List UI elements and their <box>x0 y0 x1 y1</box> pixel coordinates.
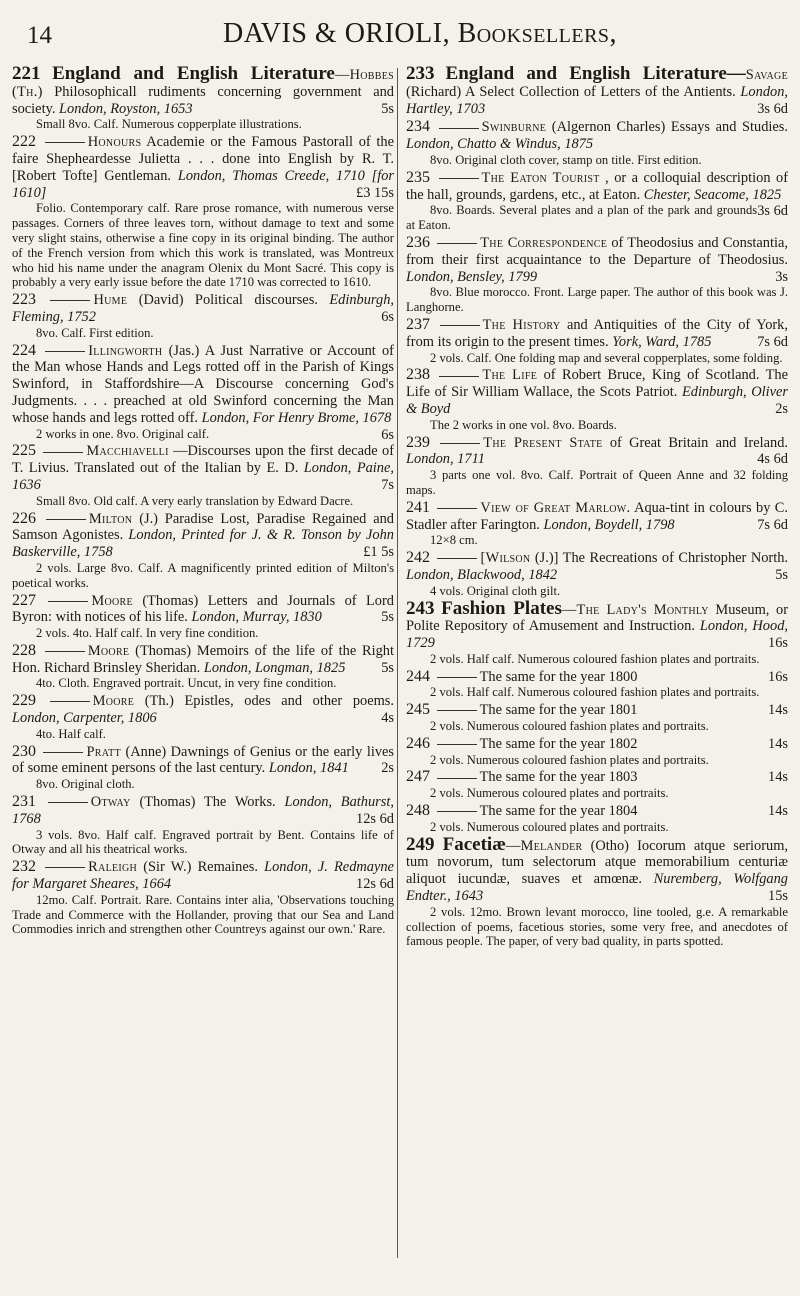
entry-title: , or a colloquial description of the hall, grounds, gardens, etc., at Eaton. <box>406 169 788 203</box>
entry-number: 221 <box>12 66 41 84</box>
entry-price: 14s <box>768 769 788 786</box>
entry-price: £3 15s <box>356 184 394 201</box>
catalogue-entry <box>12 744 394 792</box>
entry-author: The Eaton Tourist <box>481 169 600 186</box>
entry-number: 243 <box>406 597 435 619</box>
entry-note: 3 vols. 8vo. Half calf. Engraved portrait by Bent. Contains life of Otway and all his theatrical works. <box>12 827 394 857</box>
entry-note: 8vo. Blue morocco. Front. Large paper. The author of this book was J. Langhorne. <box>406 285 788 315</box>
entry-price: 5s <box>381 609 394 626</box>
entry-title: Museum, or Polite Repository of Amusement and Instruction. <box>406 601 788 635</box>
entry-number: 237 <box>406 315 430 333</box>
catalogue-entry <box>12 443 394 508</box>
entry-title: Aqua-tint in colours by C. Stadler after Farington. <box>406 499 788 533</box>
entry-title: The same for the year 1800 <box>479 668 638 685</box>
ditto-rule <box>43 752 83 753</box>
entry-author: —The Lady's Monthly <box>561 601 709 618</box>
entry-author: View of Great Marlow. <box>480 499 631 516</box>
entry-number: 248 <box>406 802 430 820</box>
entry-number: 227 <box>12 591 36 609</box>
column-divider <box>397 68 398 1258</box>
entry-title: —Discourses upon the first decade of T. Livius. Translated out of the Italian by E. D. <box>12 443 394 477</box>
ditto-rule <box>437 508 477 509</box>
ditto-rule <box>45 651 85 652</box>
entry-price: £1 5s <box>363 544 394 561</box>
ditto-rule <box>439 376 479 377</box>
entry-number: 245 <box>406 701 430 719</box>
entry-price: 3s 6d <box>757 100 788 117</box>
entry-author: The History <box>482 316 561 333</box>
entry-note: 8vo. Calf. First edition. <box>36 325 154 340</box>
entry-author: —Melander <box>505 837 583 854</box>
entry-title: of Theodosius and Constantia, from their first acquaintance to the Departure of Theodosius. <box>406 234 788 268</box>
entry-title: (J.)] The Recreations of Christopher North. <box>534 550 788 567</box>
entry-number: 224 <box>12 341 36 359</box>
entry-imprint: London, 1841 <box>268 760 349 777</box>
entry-heading: Fashion Plates <box>441 597 562 619</box>
entry-imprint: London, 1711 <box>406 451 485 468</box>
entry-number: 246 <box>406 734 430 752</box>
entry-price: 14s <box>768 735 788 752</box>
entry-author: Illingworth <box>88 342 163 359</box>
catalogue-entry <box>406 833 788 950</box>
catalogue-entry <box>406 367 788 432</box>
entry-title: (Richard) A Select Collection of Letters of the Antients. <box>406 83 736 100</box>
entry-number: 229 <box>12 692 36 710</box>
ditto-rule <box>440 325 480 326</box>
entry-number: 228 <box>12 641 36 659</box>
entry-price: 16s <box>768 635 788 652</box>
ditto-rule <box>46 519 86 520</box>
entry-number: 232 <box>12 858 36 876</box>
entry-title: (Sir W.) Remaines. <box>143 859 258 876</box>
entry-author: Otway <box>90 794 131 811</box>
entry-title: The same for the year 1802 <box>479 735 638 752</box>
catalogue-entry <box>406 66 788 117</box>
entry-title: (Otho) Iocorum atque seriorum, tum novorum, tum selectorum atque memorabilium centuriæ aliquot iucundæ, suaves et amœnæ. <box>406 837 788 888</box>
entry-note: 4to. Half calf. <box>36 726 106 741</box>
entry-number: 222 <box>12 133 36 151</box>
left-column <box>12 66 394 1266</box>
entry-author: Milton <box>88 510 133 527</box>
entry-number: 241 <box>406 498 430 516</box>
catalogue-entry <box>406 736 788 768</box>
entry-note: 2 vols. Numerous coloured plates and portraits. <box>430 786 669 801</box>
catalogue-entry <box>406 119 788 167</box>
entry-imprint: London, Blackwood, 1842 <box>406 566 558 583</box>
entry-imprint: Edinburgh, Fleming, 1752 <box>12 292 394 325</box>
entry-imprint: London, Bathurst, 1768 <box>12 794 394 827</box>
entry-note: Small 8vo. Old calf. A very early translation by Edward Dacre. <box>36 493 354 508</box>
entry-author: Moore <box>92 693 135 710</box>
entry-title: of Robert Bruce, King of Scotland. The Life of Sir William Wallace, the Scots Patriot. <box>406 367 788 401</box>
entry-author: The Present State <box>483 434 603 451</box>
entry-imprint: Nuremberg, Wolfgang Endter., 1643 <box>406 871 788 905</box>
entry-title: (J.) Paradise Lost, Paradise Regained and Samson Agonistes. <box>12 510 394 544</box>
entry-note: Small 8vo. Calf. Numerous copperplate illustrations. <box>36 117 302 132</box>
entry-number: 236 <box>406 233 430 251</box>
entry-imprint: London, Bensley, 1799 <box>406 268 538 285</box>
entry-note: 2 vols. Numerous coloured fashion plates and portraits. <box>430 719 709 734</box>
entry-number: 233 <box>406 66 435 84</box>
entry-author: —Hobbes (Th.) <box>12 67 394 100</box>
entry-note: 8vo. Original cloth. <box>36 777 135 792</box>
catalogue-entry <box>406 597 788 667</box>
entry-number: 231 <box>12 793 36 811</box>
entry-note: 4to. Cloth. Engraved portrait. Uncut, in very fine condition. <box>36 676 337 691</box>
entry-author: Moore <box>91 592 133 609</box>
entry-number: 238 <box>406 366 430 384</box>
entry-price: 6s <box>381 426 394 443</box>
entry-price: 6s <box>381 308 394 325</box>
page-number: 14 <box>27 22 52 49</box>
entry-price: 4s 6d <box>757 451 788 468</box>
entry-note: 4 vols. Original cloth gilt. <box>430 583 561 598</box>
entry-title: The same for the year 1804 <box>479 803 638 820</box>
catalogue-entry <box>406 550 788 598</box>
catalogue-entry <box>406 702 788 734</box>
catalogue-entry <box>12 343 394 442</box>
entry-title: The same for the year 1803 <box>479 769 638 786</box>
ditto-rule <box>437 677 477 678</box>
entry-heading: Facetiæ <box>442 833 506 855</box>
catalogue-entry <box>12 66 394 132</box>
entry-note: 2 vols. Half calf. Numerous coloured fashion plates and portraits. <box>430 651 760 666</box>
entry-author: [Wilson <box>480 550 531 567</box>
catalogue-entry <box>12 794 394 857</box>
entry-title: The same for the year 1801 <box>479 702 638 719</box>
entry-price: 7s 6d <box>757 516 788 533</box>
catalogue-entry <box>406 803 788 835</box>
entry-imprint: London, Printed for J. & R. Tonson by John Baskerville, 1758 <box>12 527 394 561</box>
ditto-rule <box>437 811 477 812</box>
right-column <box>406 66 788 1266</box>
ditto-rule <box>45 142 85 143</box>
entry-title: (Thomas) The Works. <box>139 794 276 811</box>
catalogue-entry <box>406 435 788 498</box>
ditto-rule <box>437 778 477 779</box>
entry-number: 244 <box>406 667 430 685</box>
entry-title: and Antiquities of the City of York, from its origin to the present times. <box>406 316 788 350</box>
ditto-rule <box>439 178 479 179</box>
entry-note: 2 vols. 12mo. Brown levant morocco, line tooled, g.e. A remarkable collection of poems, facetious stories, some very free, and anecdotes of famous people. The paper, of very bad quality, in parts spotted. <box>406 904 788 949</box>
entry-price: 2s <box>381 760 394 777</box>
entry-imprint: London, Hood, 1729 <box>406 618 788 652</box>
entry-note: 8vo. Boards. Several plates and a plan of the park and grounds at Eaton. <box>406 203 758 233</box>
catalogue-entry <box>406 235 788 315</box>
entry-price: 3s 6d <box>757 203 788 220</box>
entry-title: (Thomas) Memoirs of the life of the Right Hon. Richard Brinsley Sheridan. <box>12 642 394 676</box>
entry-note: Folio. Contemporary calf. Rare prose romance, with numerous verse passages. Corners of three leaves torn, without damage to text and some very slight stains, otherwise a fine copy in its original binding. The author of the French version from which this work is translated, was Montreux who hid his name under the anagram Olenix du Mont Sacré. This copy is probably a very early issue before the date 1710 was corrected to 1610. <box>12 201 394 290</box>
entry-author: Raleigh <box>88 859 138 876</box>
entry-number: 239 <box>406 433 430 451</box>
entry-price: 4s <box>381 710 394 727</box>
entry-author: The Life <box>482 367 538 384</box>
entry-imprint: London, Paine, 1636 <box>12 460 394 493</box>
entry-number: 235 <box>406 168 430 186</box>
ditto-rule <box>437 558 477 559</box>
entry-title: (Th.) Epistles, odes and other poems. <box>144 693 394 710</box>
entry-imprint: London, Thomas Creede, 1710 [for 1610] <box>12 167 394 201</box>
entry-imprint: London, Hartley, 1703 <box>406 83 788 117</box>
entry-number: 242 <box>406 549 430 567</box>
ditto-rule <box>439 128 479 129</box>
entry-title: (Thomas) Letters and Journals of Lord Byron: with notices of his life. <box>12 592 394 626</box>
entry-author: Macchiavelli <box>86 443 169 460</box>
entry-number: 223 <box>12 291 36 309</box>
ditto-rule <box>437 744 477 745</box>
entry-note: 2 vols. Numerous coloured plates and portraits. <box>430 819 669 834</box>
entry-imprint: London, J. Redmayne for Margaret Sheares, 1664 <box>12 859 394 893</box>
catalogue-entry <box>12 693 394 741</box>
catalogue-entry <box>12 511 394 591</box>
entry-number: 230 <box>12 742 36 760</box>
ditto-rule <box>437 243 477 244</box>
entry-price: 3s <box>775 268 788 285</box>
entry-imprint: London, Royston, 1653 <box>59 100 193 117</box>
ditto-rule <box>50 701 90 702</box>
catalogue-entry <box>12 643 394 691</box>
ditto-rule <box>440 443 480 444</box>
entry-price: 12s 6d <box>356 810 394 827</box>
entry-title: Academie or the Famous Pastorall of the faire Shepheardesse Julietta . . . done into English by R. T. [Robert Tofte] Gentleman. <box>12 134 394 184</box>
entry-author: Hume <box>93 292 128 309</box>
entry-title: Philosophicall rudiments concerning government and society. <box>12 83 394 117</box>
catalogue-entry <box>12 859 394 937</box>
entry-note: The 2 works in one vol. 8vo. Boards. <box>430 417 617 432</box>
catalogue-entry <box>406 669 788 701</box>
entry-price: 12s 6d <box>356 876 394 893</box>
entry-note: 2 vols. Numerous coloured fashion plates and portraits. <box>430 752 709 767</box>
entry-heading: England and English Literature <box>52 66 335 84</box>
entry-title: (Jas.) A Just Narrative or Account of the Man whose Hands and Legs rotted off in the Parish of Kings Swinford, in Staffordshire—A Discourse concerning God's Judgments. . . . preached at old Swinford concerning the Man whose hands and legs rotted off. <box>12 342 394 426</box>
entry-author: The Correspondence <box>480 234 608 251</box>
entry-title: (David) Political discourses. <box>138 292 318 309</box>
entry-imprint: London, For Henry Brome, 1678 <box>201 409 392 426</box>
entry-imprint: London, Murray, 1830 <box>191 609 322 626</box>
entry-heading: England and English Literature— <box>445 66 746 84</box>
entry-note: 2 works in one. 8vo. Original calf. <box>36 426 210 441</box>
entry-price: 7s 6d <box>757 333 788 350</box>
entry-author: Moore <box>87 642 130 659</box>
entry-imprint: London, Carpenter, 1806 <box>12 710 157 727</box>
entry-imprint: York, Ward, 1785 <box>612 333 712 350</box>
entry-note: 12×8 cm. <box>430 533 478 548</box>
entry-number: 225 <box>12 442 36 460</box>
catalogue-entry <box>12 292 394 340</box>
entry-price: 16s <box>768 668 788 685</box>
ditto-rule <box>45 867 85 868</box>
ditto-rule <box>48 802 88 803</box>
ditto-rule <box>45 351 85 352</box>
catalogue-entry <box>12 593 394 641</box>
entry-imprint: Edinburgh, Oliver & Boyd <box>406 384 788 417</box>
entry-imprint: London, Boydell, 1798 <box>543 516 675 533</box>
entry-author: Savage <box>745 67 788 83</box>
entry-price: 15s <box>768 888 788 905</box>
entry-price: 5s <box>775 566 788 583</box>
entry-price: 2s <box>775 400 788 417</box>
ditto-rule <box>43 452 83 453</box>
catalogue-entry <box>406 317 788 365</box>
entry-title: (Anne) Dawnings of Genius or the early lives of some eminent persons of the last century. <box>12 743 394 777</box>
entry-note: 2 vols. Calf. One folding map and several copperplates, some folding. <box>430 350 783 365</box>
entry-number: 247 <box>406 768 430 786</box>
entry-note: 2 vols. Large 8vo. Calf. A magnificently printed edition of Milton's poetical works. <box>12 560 394 590</box>
entry-note: 8vo. Original cloth cover, stamp on title. First edition. <box>430 152 702 167</box>
entry-imprint: Chester, Seacome, 1825 <box>643 186 782 203</box>
entry-number: 234 <box>406 118 430 136</box>
ditto-rule <box>437 710 477 711</box>
entry-note: 12mo. Calf. Portrait. Rare. Contains inter alia, 'Observations touching Trade and Commerce with the Hollander, proving that our Sea and Land Commodies inrich and strengthen other Countreys against our own.' Rare. <box>12 892 394 937</box>
entry-price: 5s <box>381 100 394 117</box>
entry-imprint: London, Longman, 1825 <box>203 659 346 676</box>
entry-title: of Great Britain and Ireland. <box>609 434 788 451</box>
ditto-rule <box>48 601 88 602</box>
entry-price: 7s <box>381 476 394 493</box>
entry-number: 249 <box>406 833 435 855</box>
catalogue-entry <box>406 500 788 548</box>
catalogue-entry <box>406 170 788 233</box>
entry-price: 5s <box>381 659 394 676</box>
entry-price: 14s <box>768 702 788 719</box>
entry-imprint: London, Chatto & Windus, 1875 <box>406 136 594 153</box>
entry-number: 226 <box>12 509 36 527</box>
entry-title: (Algernon Charles) Essays and Studies. <box>551 119 788 136</box>
entry-note: 3 parts one vol. 8vo. Calf. Portrait of Queen Anne and 32 folding maps. <box>406 468 788 497</box>
entry-note: 2 vols. 4to. Half calf. In very fine condition. <box>36 626 259 641</box>
entry-author: Swinburne <box>481 119 547 136</box>
running-title: DAVIS & ORIOLI, Booksellers, <box>222 18 618 49</box>
entry-author: Honours <box>87 134 142 151</box>
entry-note: 2 vols. Half calf. Numerous coloured fashion plates and portraits. <box>430 685 760 700</box>
page-header <box>22 12 788 56</box>
entry-price: 14s <box>768 803 788 820</box>
catalogue-entry <box>406 769 788 801</box>
catalogue-entry <box>12 134 394 290</box>
entry-author: Pratt <box>86 743 121 760</box>
ditto-rule <box>50 300 90 301</box>
